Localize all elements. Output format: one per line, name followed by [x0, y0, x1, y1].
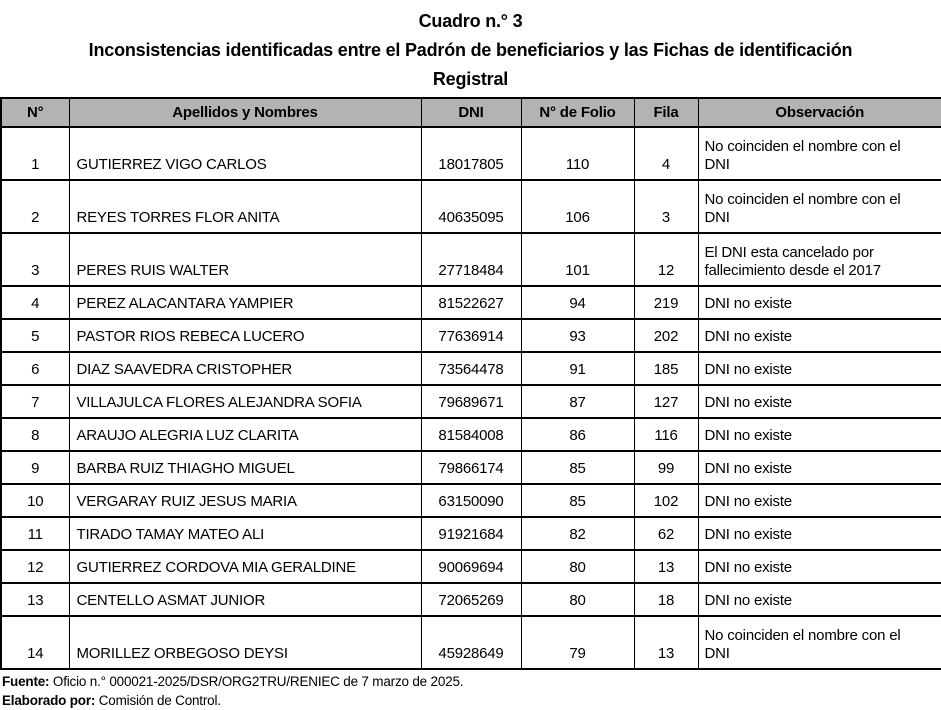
elaborado-text: Comisión de Control. — [95, 693, 221, 708]
cell-folio: 82 — [521, 517, 634, 550]
cell-observacion — [698, 616, 941, 669]
observacion-text: DNI no existe — [704, 328, 792, 345]
cell-numero: 3 — [1, 233, 69, 286]
cell-numero: 11 — [1, 517, 69, 550]
cell-fila: 13 — [634, 616, 698, 669]
header-row — [1, 98, 941, 127]
cell-numero: 9 — [1, 451, 69, 484]
cell-dni: 40635095 — [421, 180, 521, 233]
elaborado-label: Elaborado por: — [2, 693, 96, 708]
observacion-text: DNI no existe — [704, 493, 792, 510]
table-row — [1, 385, 941, 418]
cell-numero: 5 — [1, 319, 69, 352]
cell-dni: 73564478 — [421, 352, 521, 385]
cell-dni: 45928649 — [421, 616, 521, 669]
cell-fila: 185 — [634, 352, 698, 385]
table-row — [1, 517, 941, 550]
table-row — [1, 127, 941, 180]
cell-observacion — [698, 451, 941, 484]
table-body — [1, 127, 941, 669]
table-row — [1, 418, 941, 451]
cell-dni: 90069694 — [421, 550, 521, 583]
observacion-text: No coinciden el nombre con el DNI — [704, 138, 901, 173]
table-row — [1, 583, 941, 616]
observacion-text: DNI no existe — [704, 460, 792, 477]
cell-numero: 13 — [1, 583, 69, 616]
cell-fila: 102 — [634, 484, 698, 517]
cell-numero: 4 — [1, 286, 69, 319]
cell-folio: 106 — [521, 180, 634, 233]
cell-folio: 91 — [521, 352, 634, 385]
cell-dni: 18017805 — [421, 127, 521, 180]
header-observacion: Observación — [698, 98, 941, 127]
cell-apellidos-nombres: TIRADO TAMAY MATEO ALI — [69, 517, 421, 550]
cell-numero: 1 — [1, 127, 69, 180]
cell-fila: 127 — [634, 385, 698, 418]
cell-folio: 79 — [521, 616, 634, 669]
cell-apellidos-nombres: VERGARAY RUIZ JESUS MARIA — [69, 484, 421, 517]
footnote-elaborado — [2, 691, 941, 710]
cell-observacion — [698, 550, 941, 583]
header-apellidos-nombres: Apellidos y Nombres — [69, 98, 421, 127]
table-row — [1, 451, 941, 484]
cell-fila: 219 — [634, 286, 698, 319]
cell-fila: 13 — [634, 550, 698, 583]
cell-observacion — [698, 583, 941, 616]
cell-apellidos-nombres: PERES RUIS WALTER — [69, 233, 421, 286]
cell-fila: 99 — [634, 451, 698, 484]
table-title-text: Inconsistencias identificadas entre el Padrón de beneficiarios y las Fichas de identificación — [88, 40, 853, 60]
table-row — [1, 352, 941, 385]
cell-observacion — [698, 352, 941, 385]
cell-dni: 72065269 — [421, 583, 521, 616]
cell-fila: 18 — [634, 583, 698, 616]
cell-observacion — [698, 286, 941, 319]
cell-observacion — [698, 517, 941, 550]
cell-fila: 202 — [634, 319, 698, 352]
cell-apellidos-nombres: GUTIERREZ VIGO CARLOS — [69, 127, 421, 180]
cell-apellidos-nombres: ARAUJO ALEGRIA LUZ CLARITA — [69, 418, 421, 451]
observacion-text: DNI no existe — [704, 592, 792, 609]
cell-dni: 63150090 — [421, 484, 521, 517]
cell-observacion — [698, 127, 941, 180]
observacion-text: DNI no existe — [704, 427, 792, 444]
observacion-text: DNI no existe — [704, 559, 792, 576]
cell-dni: 27718484 — [421, 233, 521, 286]
cell-fila: 62 — [634, 517, 698, 550]
cell-observacion — [698, 180, 941, 233]
cell-apellidos-nombres: DIAZ SAAVEDRA CRISTOPHER — [69, 352, 421, 385]
cell-dni: 79866174 — [421, 451, 521, 484]
inconsistencies-table — [0, 97, 941, 670]
cell-dni: 81522627 — [421, 286, 521, 319]
cell-numero: 2 — [1, 180, 69, 233]
table-row — [1, 550, 941, 583]
cell-folio: 86 — [521, 418, 634, 451]
observacion-text: DNI no existe — [704, 295, 792, 312]
table-title-text-2: Registral — [432, 69, 509, 89]
cell-apellidos-nombres: GUTIERREZ CORDOVA MIA GERALDINE — [69, 550, 421, 583]
cell-numero: 8 — [1, 418, 69, 451]
table-row — [1, 286, 941, 319]
table-row — [1, 484, 941, 517]
cell-dni: 79689671 — [421, 385, 521, 418]
header-fila: Fila — [634, 98, 698, 127]
table-row — [1, 180, 941, 233]
observacion-text: El DNI esta cancelado por fallecimiento desde el 2017 — [704, 244, 881, 279]
cell-fila: 116 — [634, 418, 698, 451]
observacion-text: DNI no existe — [704, 394, 792, 411]
cell-observacion — [698, 319, 941, 352]
cell-observacion — [698, 233, 941, 286]
table-header — [1, 98, 941, 127]
cell-apellidos-nombres: CENTELLO ASMAT JUNIOR — [69, 583, 421, 616]
table-row — [1, 616, 941, 669]
cell-folio: 93 — [521, 319, 634, 352]
cell-numero: 6 — [1, 352, 69, 385]
observacion-text: DNI no existe — [704, 361, 792, 378]
cell-numero: 10 — [1, 484, 69, 517]
cell-numero: 12 — [1, 550, 69, 583]
cell-folio: 85 — [521, 484, 634, 517]
cell-folio: 101 — [521, 233, 634, 286]
cell-fila: 12 — [634, 233, 698, 286]
cell-dni: 91921684 — [421, 517, 521, 550]
cell-folio: 87 — [521, 385, 634, 418]
fuente-text: Oficio n.° 000021-2025/DSR/ORG2TRU/RENIEC de 7 marzo de 2025. — [49, 674, 464, 689]
observacion-text: No coinciden el nombre con el DNI — [704, 191, 901, 226]
cell-apellidos-nombres: BARBA RUIZ THIAGHO MIGUEL — [69, 451, 421, 484]
table-row — [1, 319, 941, 352]
cell-apellidos-nombres: PEREZ ALACANTARA YAMPIER — [69, 286, 421, 319]
cell-apellidos-nombres: REYES TORRES FLOR ANITA — [69, 180, 421, 233]
cell-apellidos-nombres: VILLAJULCA FLORES ALEJANDRA SOFIA — [69, 385, 421, 418]
table-title — [0, 0, 941, 94]
cell-fila: 4 — [634, 127, 698, 180]
header-dni: DNI — [421, 98, 521, 127]
observacion-text: No coinciden el nombre con el DNI — [704, 627, 901, 662]
cell-dni: 77636914 — [421, 319, 521, 352]
cell-numero: 7 — [1, 385, 69, 418]
cell-fila: 3 — [634, 180, 698, 233]
cell-dni: 81584008 — [421, 418, 521, 451]
cell-observacion — [698, 418, 941, 451]
fuente-label: Fuente: — [2, 674, 50, 689]
footnote-fuente — [2, 672, 941, 691]
footnotes — [0, 672, 941, 710]
cell-apellidos-nombres: PASTOR RIOS REBECA LUCERO — [69, 319, 421, 352]
cell-observacion — [698, 385, 941, 418]
cell-observacion — [698, 484, 941, 517]
cell-numero: 14 — [1, 616, 69, 669]
cell-folio: 85 — [521, 451, 634, 484]
table-title-number: Cuadro n.° 3 — [418, 11, 523, 31]
header-numero: N° — [1, 98, 69, 127]
observacion-text: DNI no existe — [704, 526, 792, 543]
cell-folio: 80 — [521, 583, 634, 616]
cell-folio: 80 — [521, 550, 634, 583]
cell-apellidos-nombres: MORILLEZ ORBEGOSO DEYSI — [69, 616, 421, 669]
cell-folio: 110 — [521, 127, 634, 180]
cell-folio: 94 — [521, 286, 634, 319]
header-folio: N° de Folio — [521, 98, 634, 127]
table-row — [1, 233, 941, 286]
